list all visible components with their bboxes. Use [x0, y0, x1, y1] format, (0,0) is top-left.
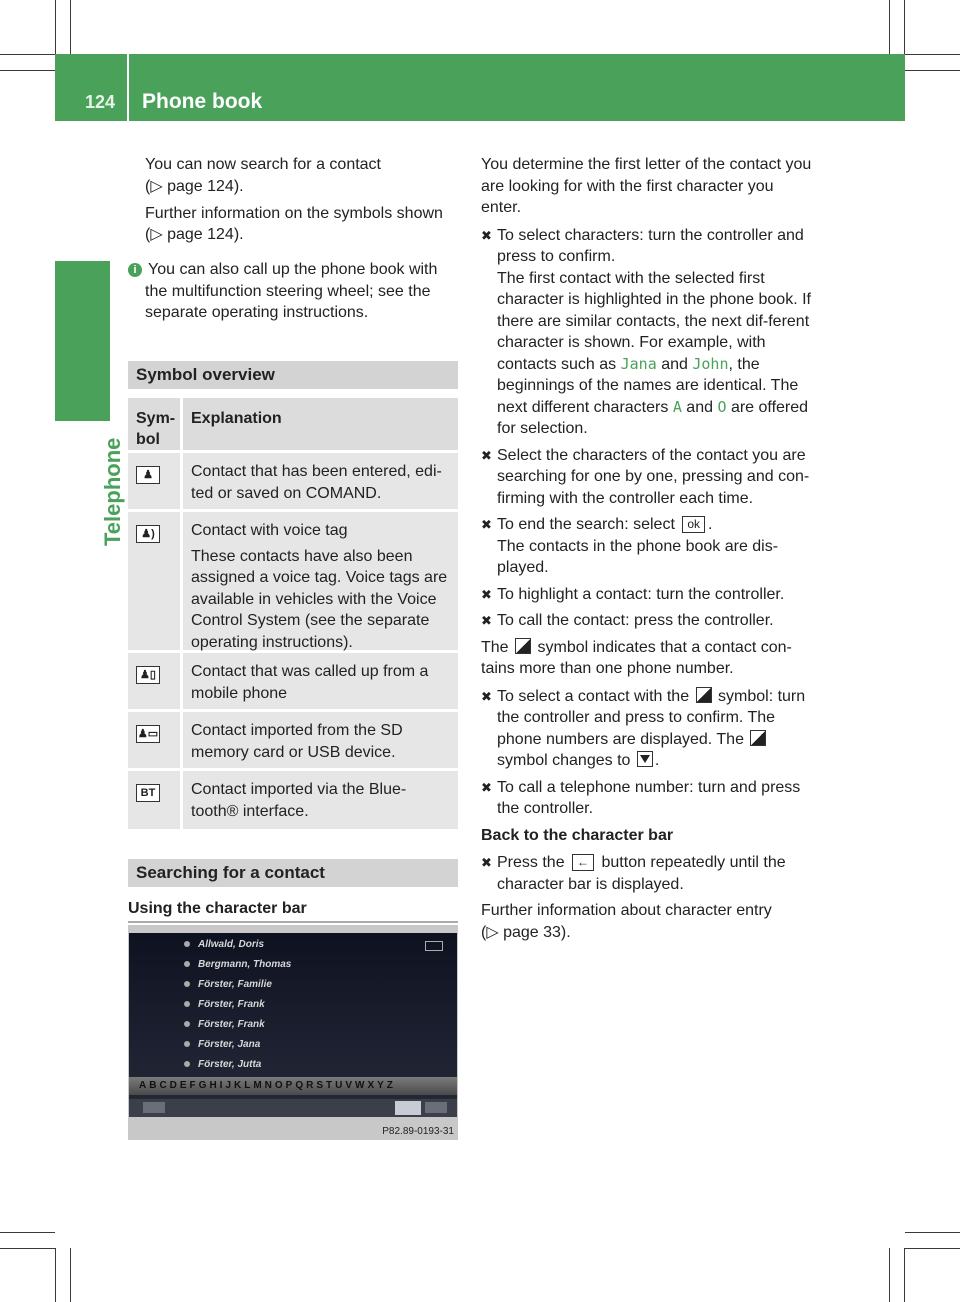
back-icon	[143, 1102, 165, 1113]
chapter-tab	[55, 261, 110, 421]
symbol-overview-heading: Symbol overview	[136, 365, 275, 384]
instruction-step: ✖ To end the search: select ok . The contacts in the phone book are dis-played.	[481, 516, 779, 576]
crop-mark	[889, 1248, 890, 1302]
example-letter: A	[672, 397, 682, 416]
contact-entry: Förster, Familie	[184, 979, 272, 990]
crop-mark	[905, 1232, 960, 1233]
subheading: Back to the character bar	[481, 826, 674, 844]
column-header-symbol: Sym- bol	[128, 398, 183, 450]
paragraph: You determine the first letter of the contact you are looking for with the first character you enter.	[481, 156, 812, 216]
sd-usb-icon: ♟▭	[136, 725, 160, 743]
step-arrow-icon: ✖	[481, 855, 492, 870]
contact-entry: Allwald, Doris	[184, 939, 264, 950]
contact-entry: Förster, Jutta	[184, 1059, 261, 1070]
searching-heading: Searching for a contact	[136, 863, 325, 882]
table-row	[128, 453, 458, 512]
table-row	[128, 653, 458, 712]
crop-mark	[905, 1248, 960, 1249]
info-text: the multifunction steering wheel; see the	[145, 283, 431, 300]
crop-mark	[905, 54, 960, 55]
ok-key-icon: ok	[682, 516, 705, 533]
character-bar: ABCDEFGHIJKLMNOPQRSTUVWXYZ	[129, 1077, 457, 1095]
step-arrow-icon: ✖	[481, 688, 492, 704]
header-divider	[127, 54, 129, 121]
mobile-phone-icon: ♟▯	[136, 666, 160, 684]
crop-mark	[0, 70, 55, 71]
page-reference: (▷ page 124).	[145, 226, 244, 243]
crop-mark	[0, 1248, 55, 1249]
table-cell: These contacts have also been assigned a voice tag. Voice tags are available in vehicles with the Voice Control System (see the separate operating instructions).	[191, 547, 448, 651]
table-header-row	[128, 398, 458, 453]
step-arrow-icon: ✖	[481, 586, 492, 602]
page-header	[55, 54, 905, 121]
crop-mark	[70, 0, 71, 54]
phonebook-screenshot	[128, 925, 458, 1140]
screen-icon	[425, 941, 443, 951]
crop-mark	[55, 0, 56, 54]
multiple-numbers-icon	[515, 638, 531, 654]
step-arrow-icon: ✖	[481, 613, 492, 628]
intro-line: Further information on the symbols shown	[145, 205, 443, 222]
section-heading	[128, 361, 458, 389]
column-header-explanation: Explanation	[191, 410, 282, 427]
info-text: separate operating instructions.	[145, 304, 369, 321]
info-icon: i	[128, 263, 142, 277]
instruction-step: ✖ Select the characters of the contact you are searching for one by one, pressing and con-firming with the controller each time.	[481, 446, 810, 507]
instruction-step: ✖ To select a contact with the symbol: turn the controller and press to confirm. The phone numbers are displayed. The symbol changes to .	[481, 687, 806, 769]
example-name: John	[692, 354, 729, 373]
instruction-step: ✖ To highlight a contact: turn the controller.	[481, 584, 814, 606]
example-letter: O	[717, 397, 727, 416]
table-row	[128, 771, 458, 829]
table-cell: Contact imported via the Blue- tooth® interface.	[191, 781, 407, 820]
table-row	[128, 712, 458, 771]
info-text: You can also call up the phone book with	[148, 261, 438, 278]
crop-mark	[905, 70, 960, 71]
multiple-numbers-icon	[696, 687, 712, 703]
paragraph: The symbol indicates that a contact con-tains more than one phone number.	[481, 638, 792, 677]
multiple-numbers-icon	[750, 730, 766, 746]
crop-mark	[904, 0, 905, 54]
screen-bottom-bar	[129, 1099, 457, 1117]
crop-mark	[904, 1248, 905, 1302]
page-number: 124	[85, 92, 116, 112]
step-arrow-icon: ✖	[481, 517, 492, 532]
step-arrow-icon: ✖	[481, 779, 492, 795]
table-cell: Contact imported from the SD memory card or USB device.	[191, 722, 403, 761]
instruction-step: ✖ To call the contact: press the controller.	[481, 610, 814, 632]
voice-tag-icon: ♟)	[136, 525, 160, 543]
table-cell: Contact with voice tag	[191, 522, 348, 539]
crop-mark	[70, 1248, 71, 1302]
image-code: P82.89-0193-31	[382, 1126, 454, 1137]
crop-mark	[889, 0, 890, 54]
example-name: Jana	[620, 354, 657, 373]
subheading: Using the character bar	[128, 900, 307, 917]
subheading-rule	[128, 921, 458, 923]
person-icon: ♟	[136, 466, 160, 484]
instruction-step: ✖ To select characters: turn the controller and press to confirm. The first contact with the selected first character is highlighted in the phone book. If there are similar contacts, the next dif-ferent character is shown. For example, with contacts such as Jana and John, the beginnings of the names are identical. The next different characters A and O are offered for selection.	[481, 226, 811, 437]
expanded-numbers-icon	[637, 751, 653, 767]
crop-mark	[0, 54, 55, 55]
intro-line: You can now search for a contact	[145, 156, 381, 173]
delete-icon	[425, 1102, 447, 1113]
table-cell: Contact that was called up from a mobile phone	[191, 663, 429, 702]
page-reference: (▷ page 33).	[481, 923, 571, 941]
info-note	[128, 259, 437, 280]
crop-mark	[0, 1232, 55, 1233]
instruction-step: ✖ To call a telephone number: turn and press the controller.	[481, 778, 801, 817]
chapter-label: Telephone	[100, 437, 125, 546]
back-key-icon: ←	[572, 854, 594, 871]
paragraph: Further information about character entry (▷ page 33).	[481, 902, 772, 941]
instruction-step: ✖ Press the ← button repeatedly until the character bar is displayed.	[481, 854, 786, 893]
contact-entry: Förster, Frank	[184, 1019, 265, 1030]
bluetooth-icon: BT	[136, 784, 160, 802]
step-arrow-icon: ✖	[481, 227, 492, 243]
contact-entry: Förster, Jana	[184, 1039, 260, 1050]
table-row	[128, 512, 458, 653]
table-cell: Contact that has been entered, edi- ted or saved on COMAND.	[191, 463, 442, 502]
symbol-table	[128, 398, 458, 829]
page-title: Phone book	[142, 90, 263, 113]
contact-entry: Bergmann, Thomas	[184, 959, 291, 970]
ok-icon	[395, 1101, 421, 1115]
crop-mark	[55, 1248, 56, 1302]
contact-entry: Förster, Frank	[184, 999, 265, 1010]
page-reference: (▷ page 124).	[145, 178, 244, 195]
step-arrow-icon: ✖	[481, 447, 492, 463]
right-column	[481, 154, 814, 943]
section-heading	[128, 859, 458, 887]
